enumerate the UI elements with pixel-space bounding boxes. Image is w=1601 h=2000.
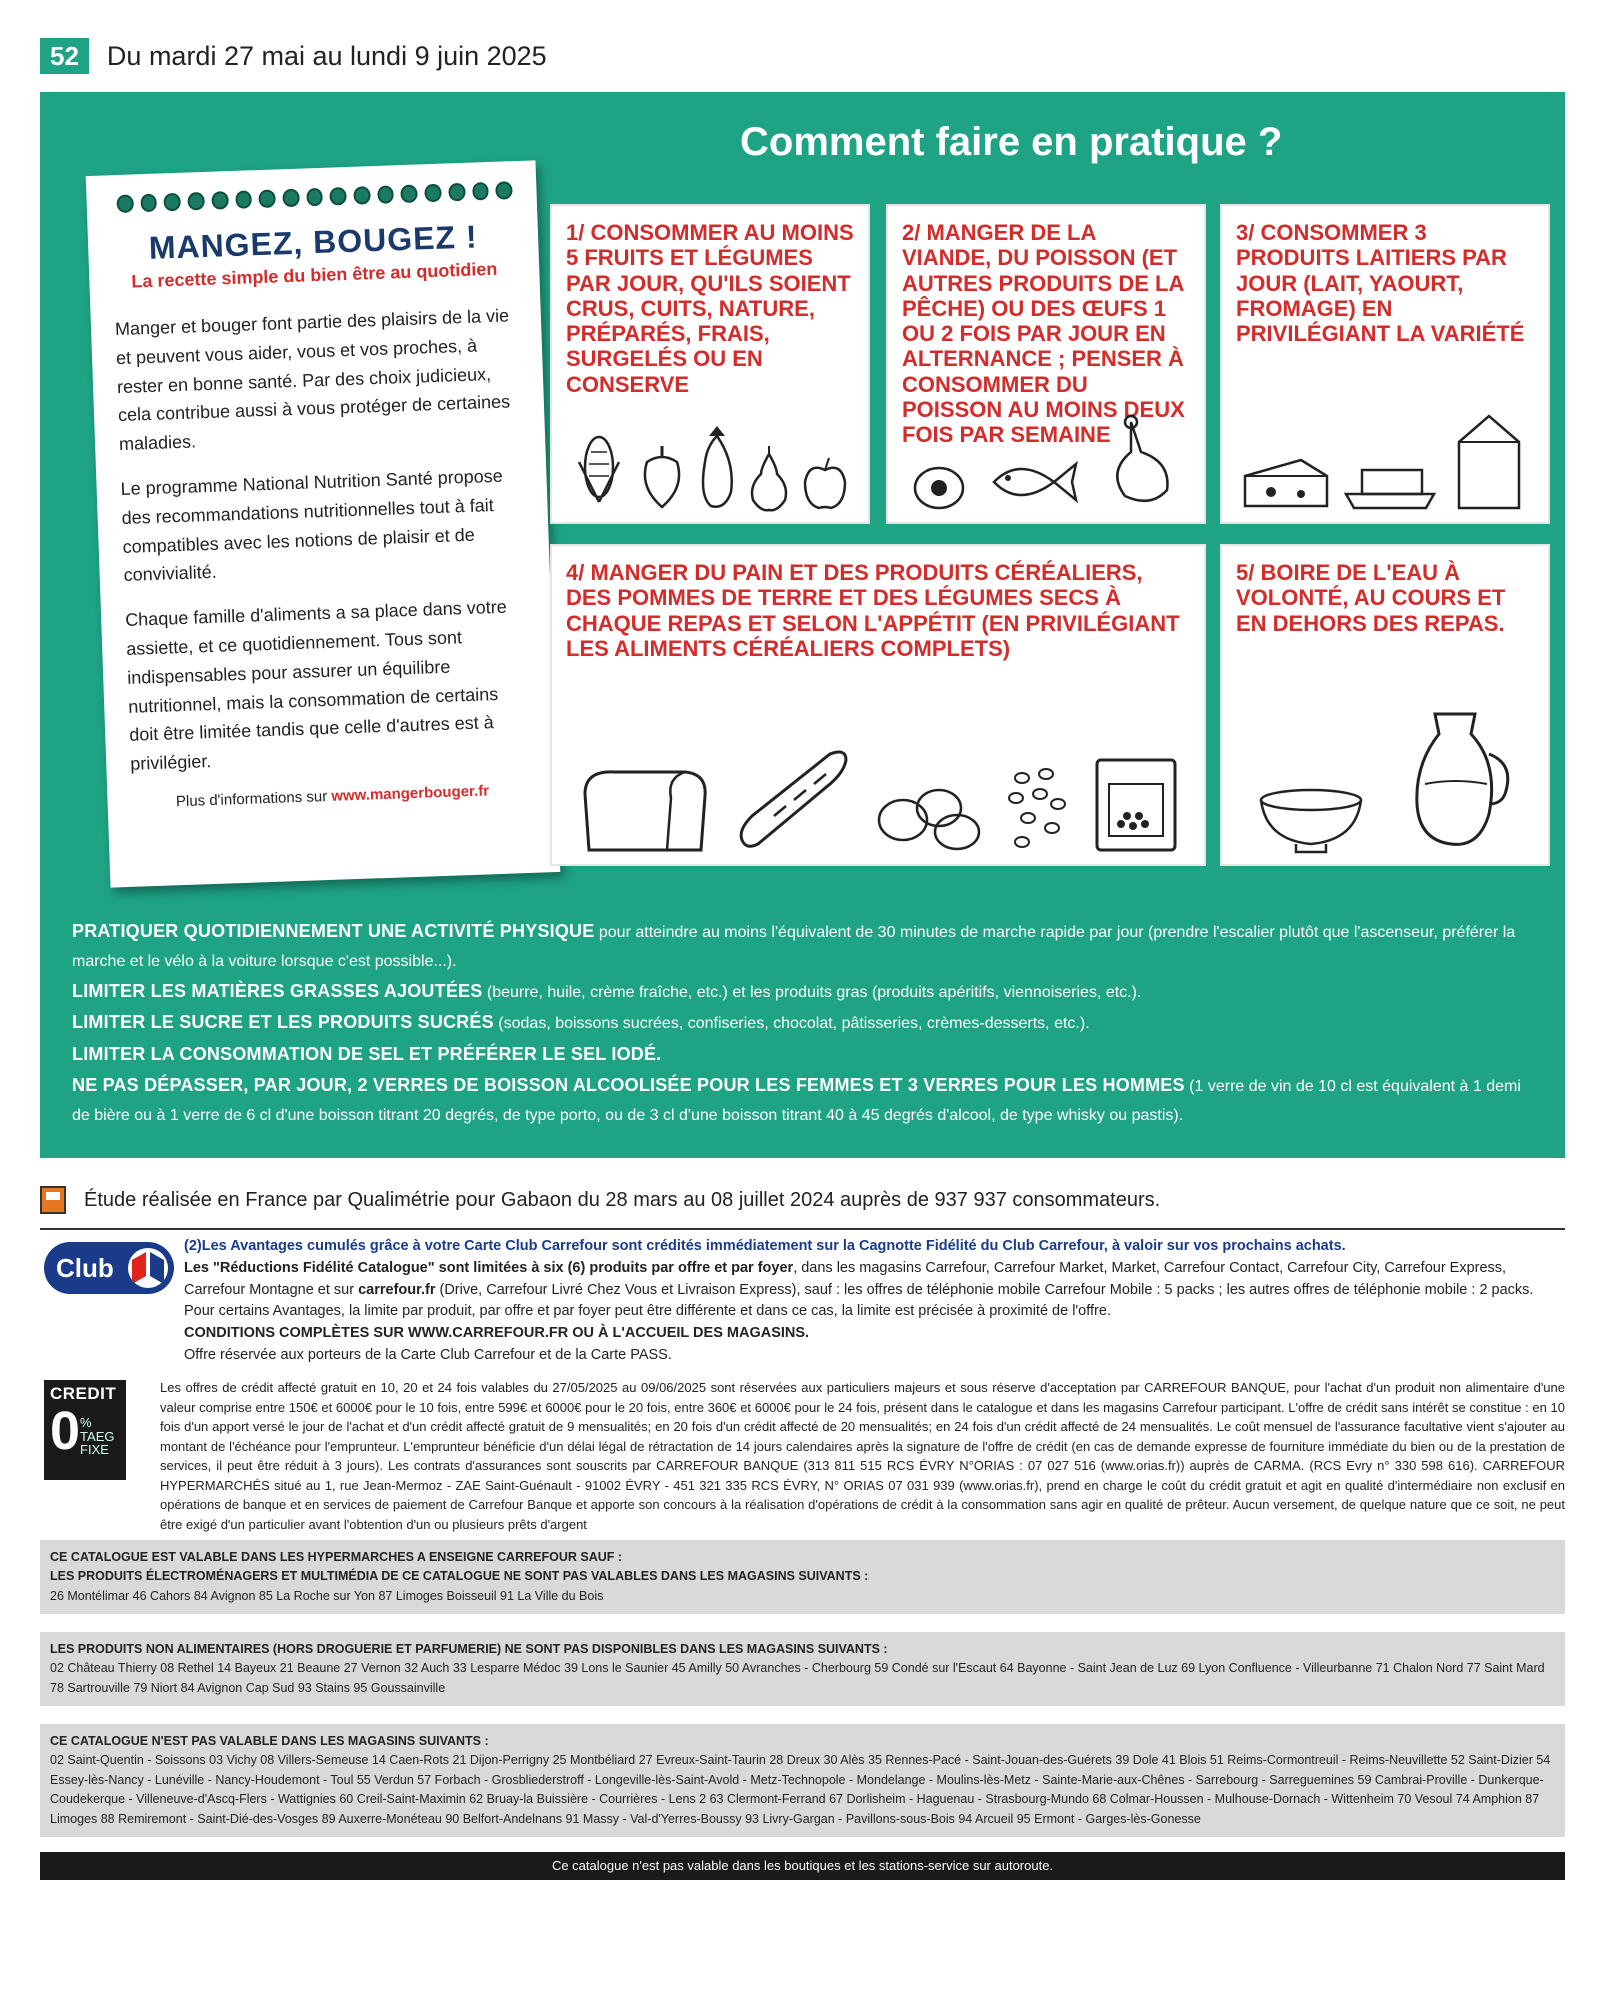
store-list-box: [40, 1540, 1565, 1614]
ham-icon: [1101, 412, 1181, 512]
tip-card-meat-fish: [886, 204, 1206, 524]
mangerbouger-link[interactable]: www.mangerbouger.fr: [331, 782, 490, 805]
credit-title: CREDIT: [50, 1384, 117, 1403]
beans-icon: [1002, 764, 1072, 854]
pepper-icon: [637, 442, 687, 512]
tip-card-text: 5/ BOIRE DE L'EAU À VOLONTÉ, AU COURS ET EN DEHORS DES REPAS.: [1236, 560, 1506, 636]
tip-card-cereals: [550, 544, 1206, 866]
butter-icon: [1340, 458, 1440, 512]
baguette-icon: [734, 744, 854, 854]
note-paragraph: Manger et bouger font partie des plaisirs de la vie et peuvent vous aider, vous et vos proches, à rester en bonne santé. Par des choix judicieux, cela contribue aussi à vous protéger de certaines maladies.: [114, 305, 511, 455]
tip-card-fruits-vegetables: [550, 204, 870, 524]
apple-icon: [801, 456, 849, 512]
carrefour-logo-icon: [128, 1248, 168, 1288]
tip-card-icons: [566, 422, 854, 512]
credit-zero: 0: [50, 1401, 81, 1461]
rule-item: NE PAS DÉPASSER, PAR JOUR, 2 VERRES DE BOISSON ALCOOLISÉE POUR LES FEMMES ET 3 VERRES POUR LES HOMMES (1 verre de vin de 10 cl est équivalent à 1 demi de bière ou à 1 verre de 6 cl d'une boisson titrant 20 degrés, de type porto, ou de 3 cl d'une boisson titrant 40 à 45 degrés d'alcool, de type whisky ou pastis).: [72, 1075, 1521, 1124]
more-info: [131, 781, 533, 812]
bowl-icon: [1256, 784, 1366, 854]
store-list-box: [40, 1632, 1565, 1706]
note-title: MANGEZ, BOUGEZ !: [148, 218, 479, 266]
rule-item: LIMITER LES MATIÈRES GRASSES AJOUTÉES (beurre, huile, crème fraîche, etc.) et les produits gras (produits apéritifs, viennoiseries, etc.).: [72, 980, 1142, 1001]
tip-card-text: 1/ CONSOMMER AU MOINS 5 FRUITS ET LÉGUMES PAR JOUR, QU'ILS SOIENT CRUS, CUITS, NATURE, PRÉPARÉS, FRAIS, SURGELÉS OU EN CONSERVE: [566, 220, 854, 397]
can-icon: [1091, 754, 1181, 854]
store-list-title: CE CATALOGUE N'EST PAS VALABLE DANS LES MAGASINS SUIVANTS :: [50, 1734, 489, 1748]
tip-card-text: 2/ MANGER DE LA VIANDE, DU POISSON (ET AUTRES PRODUITS DE LA PÊCHE) OU DES ŒUFS 1 OU 2 FOIS PAR JOUR EN ALTERNANCE ; PENSER À CONSOMMER DU POISSON AU MOINS DEUX FOIS PAR SEMAINE: [902, 220, 1185, 448]
note-paragraph: Chaque famille d'aliments a sa place dans votre assiette, et ce quotidiennement. Tous sont indispensables pour assurer un équilibre nutritionnel, mais la consommation de certains doit être limitée tandis que celle d'autres est à privilégier.: [124, 596, 508, 775]
store-list-title: LES PRODUITS NON ALIMENTAIRES (HORS DROGUERIE ET PARFUMERIE) NE SONT PAS DISPONIBLES DANS LES MAGASINS SUIVANTS :: [50, 1642, 888, 1656]
health-rules: [72, 916, 1532, 1130]
store-list: 02 Château Thierry 08 Rethel 14 Bayeux 21 Beaune 27 Vernon 32 Auch 33 Lesparre Médoc 39 Lons le Saunier 45 Amilly 50 Avranches - Cherbourg 59 Condé sur l'Escaut 64 Bayonne - Saint Jean de Luz 69 Lyon Confluence - Villeurbanne 71 Chalon Nord 77 Saint Mard 78 Sartrouville 79 Niort 84 Avignon Cap Sud 93 Stains 95 Goussainville: [50, 1661, 1545, 1695]
store-list: 02 Saint-Quentin - Soissons 03 Vichy 08 Villers-Semeuse 14 Caen-Rots 21 Dijon-Perrigny 25 Montbéliard 27 Evreux-Saint-Taurin 28 Dreux 30 Alès 35 Rennes-Pacé - Saint-Jouan-des-Guérets 39 Dole 41 Blois 51 Reims-Cormontreuil - Reims-Neuvillette 52 Saint-Dizier 54 Essey-lès-Nancy - Lunéville - Nancy-Houdemont - Toul 55 Verdun 57 Forbach - Grosbliederstroff - Longeville-lès-Saint-Avold - Metz-Technopole - Mondelange - Moulins-lès-Metz - Sainte-Marie-aux-Chênes - Sarrebourg - Sarreguemines 59 Cambrai-Proville - Dunkerque-Coudekerque - Villeneuve-d'Ascq-Flers - Wattignies 60 Creil-Saint-Maximin 62 Bruay-la Buissière - Courrières - Lens 2 63 Clermont-Ferrand 67 Dorlisheim - Haguenau - Strasbourg-Mundo 68 Colmar-Houssen - Mulhouse-Dornach - Wittenheim 70 Vesoul 74 Amphion 87 Limoges 88 Remiremont - Saint-Dié-des-Vosges 89 Auxerre-Monéteau 90 Belfort-Andelnans 91 Massy - Val-d'Yerres-Boussy 93 Livry-Gargan - Pavillons-sous-Bois 94 Arcueil 95 Ermont - Garges-lès-Gonesse: [50, 1753, 1551, 1826]
tip-card-text: 3/ CONSOMMER 3 PRODUITS LAITIERS PAR JOUR (LAIT, YAOURT, FROMAGE) EN PRIVILÉGIANT LA VARIÉTÉ: [1236, 220, 1525, 347]
rule-item: LIMITER LA CONSOMMATION DE SEL ET PRÉFÉRER LE SEL IODÉ.: [72, 1043, 662, 1064]
note-subtitle: La recette simple du bien être au quotidien: [131, 258, 498, 292]
club-logo-text: Club: [56, 1252, 114, 1283]
store-list-title: CE CATALOGUE EST VALABLE DANS LES HYPERMARCHES A ENSEIGNE CARREFOUR SAUF : LES PRODUITS ÉLECTROMÉNAGERS ET MULTIMÉDIA DE CE CATALOGUE NE SONT PAS VALABLES DANS LES MAGASINS SUIVANTS :: [50, 1550, 869, 1584]
tip-card-dairy: [1220, 204, 1550, 524]
club-line: (2)Les Avantages cumulés grâce à votre Carte Club Carrefour sont crédités immédiatement sur la Cagnotte Fidélité du Club Carrefour, à valoir sur vos prochains achats.: [184, 1238, 1346, 1254]
credit-taeg: % TAEG FIXE: [80, 1415, 115, 1458]
tip-card-icons: [1236, 704, 1534, 854]
club-conditions: [184, 1236, 1565, 1367]
note-paragraph: Le programme National Nutrition Santé propose des recommandations nutritionnelles tout à fait compatibles avec les notions de plaisir et de convivialité.: [120, 465, 503, 586]
bread-loaf-icon: [575, 764, 715, 854]
footer-notice: Ce catalogue n'est pas valable dans les boutiques et les stations-service sur autoroute.: [40, 1852, 1565, 1880]
rule-item: LIMITER LE SUCRE ET LES PRODUITS SUCRÉS (sodas, boissons sucrées, confiseries, chocolat, pâtisseries, crèmes-desserts, etc.).: [72, 1012, 1090, 1032]
date-range: Du mardi 27 mai au lundi 9 juin 2025: [106, 40, 547, 71]
store-list-box: [40, 1724, 1565, 1837]
study-badge-icon: [40, 1186, 66, 1214]
tip-card-water: [1220, 544, 1550, 866]
tip-card-icons: [566, 744, 1190, 854]
page-number: 52: [40, 38, 89, 74]
nutrition-panel: [40, 92, 1565, 1158]
credit-badge: [44, 1380, 126, 1480]
club-line: Les "Réductions Fidélité Catalogue" sont limitées à six (6) produits par offre et par foyer, dans les magasins Carrefour, Carrefour Market, Market, Carrefour Contact, Carrefour City, Carrefour Express, Carrefour Montagne et sur carrefour.fr (Drive, Carrefour Livré Chez Vous et Livraison Express), sauf : les offres de téléphonie mobile Carrefour Mobile : 5 packs ; les autres offres de téléphonie mobile : 2 packs.: [184, 1259, 1534, 1298]
more-info-prefix: Plus d'informations sur: [175, 787, 332, 811]
corn-icon: [571, 432, 627, 512]
store-list: 26 Montélimar 46 Cahors 84 Avignon 85 La Roche sur Yon 87 Limoges Boisseuil 91 La Ville du Bois: [50, 1588, 604, 1603]
tip-card-text: 4/ MANGER DU PAIN ET DES PRODUITS CÉRÉALIERS, DES POMMES DE TERRE ET DES LÉGUMES SECS À CHAQUE REPAS ET SELON L'APPÉTIT (EN PRIVILÉGIANT LES ALIMENTS CÉRÉALIERS COMPLETS): [566, 560, 1180, 661]
page-header: [40, 38, 547, 74]
divider: [40, 1228, 1565, 1230]
spiral-binding: [116, 181, 512, 213]
rule-item: PRATIQUER QUOTIDIENNEMENT UNE ACTIVITÉ PHYSIQUE pour atteindre au moins l'équivalent de 30 minutes de marche rapide par jour (prendre l'escalier plutôt que l'ascenseur, préférer la marche et le vélo à la voiture lorsque c'est possible...).: [72, 921, 1516, 970]
pear-icon: [747, 446, 791, 512]
study-notice: [40, 1186, 1565, 1214]
credit-terms: Les offres de crédit affecté gratuit en 10, 20 et 24 fois valables du 27/05/2025 au 09/06/2025 sont réservées aux particuliers majeurs et sous réserve d'acceptation par CARREFOUR BANQUE, pour l'achat d'un produit non alimentaire d'une valeur comprise entre 150€ et 6000€ pour le 10 fois, entre 599€ et 6000€ pour le 20 fois, entre 360€ et 6000€ pour le 24 fois, présent dans le catalogue et dans les magasins Carrefour participant. L'offre de crédit sans intérêt se constitue : en 10 fois d'un apport versé le jour de l'achat et d'un crédit affecté gratuit de 9 mensualités; en 20 fois d'un crédit affecté de 20 mensualités; en 24 fois d'un crédit affecté de 24 mensualités. Le coût mensuel de l'assurance facultative vient s'ajouter au montant de l'échéance pour l'emprunteur. L'emprunteur bénéficie d'un délai légal de rétractation de 14 jours calendaires après la signature de l'offre de crédit (en cas de demande expresse de fourniture immédiate du bien ou de la prestation de services, il peut être réduit à 3 jours). Les contrats d'assurances sont souscrits par CARREFOUR BANQUE (313 811 515 RCS ÉVRY N°ORIAS : 07 027 516 (www.orias.fr)) auprès de CARMA. (RCS Evry n° 330 598 616). CARREFOUR HYPERMARCHÉS situé au 1, rue Jean-Mermoz - ZAE Saint-Guénault - 91002 ÉVRY - 451 321 335 RCS ÉVRY, N° ORIAS 07 031 939 (www.orias.fr), prend en charge le coût du crédit gratuit et agit en qualité d'intermédiaire non exclusif en opérations de banque et en services de paiement de Carrefour Banque et apporte son concours à la réalisation d'opérations de crédit à la consommation sans agir en qualité de prêteur. Aucun versement, de quelque nature que ce soit, ne peut être exigé d'un particulier avant l'obtention d'un ou plusieurs prêts d'argent: [160, 1380, 1565, 1532]
milk-carton-icon: [1449, 412, 1529, 512]
club-line: CONDITIONS COMPLÈTES SUR WWW.CARREFOUR.FR OU À L'ACCUEIL DES MAGASINS.: [184, 1325, 810, 1341]
study-text: Étude réalisée en France par Qualimétrie pour Gabaon du 28 mars au 08 juillet 2024 auprès de 937 937 consommateurs.: [84, 1188, 1161, 1211]
water-jug-icon: [1405, 704, 1515, 854]
note-body: [115, 301, 533, 779]
panel-title: Comment faire en pratique ?: [740, 120, 1283, 164]
cheese-icon: [1241, 452, 1331, 512]
eggplant-icon: [697, 422, 737, 512]
tip-card-icons: [902, 412, 1190, 512]
club-line: Pour certains Avantages, la limite par produit, par offre et par foyer peut être différente et dans ce cas, la limite est précisée à proximité de l'offre.: [184, 1303, 1111, 1320]
egg-icon: [911, 462, 967, 512]
club-line: Offre réservée aux porteurs de la Carte Club Carrefour et de la Carte PASS.: [184, 1346, 672, 1363]
club-carrefour-logo: [44, 1242, 174, 1294]
fish-icon: [984, 452, 1084, 512]
potatoes-icon: [873, 774, 983, 854]
tip-card-icons: [1236, 412, 1534, 512]
mangez-bougez-note: [86, 160, 561, 887]
